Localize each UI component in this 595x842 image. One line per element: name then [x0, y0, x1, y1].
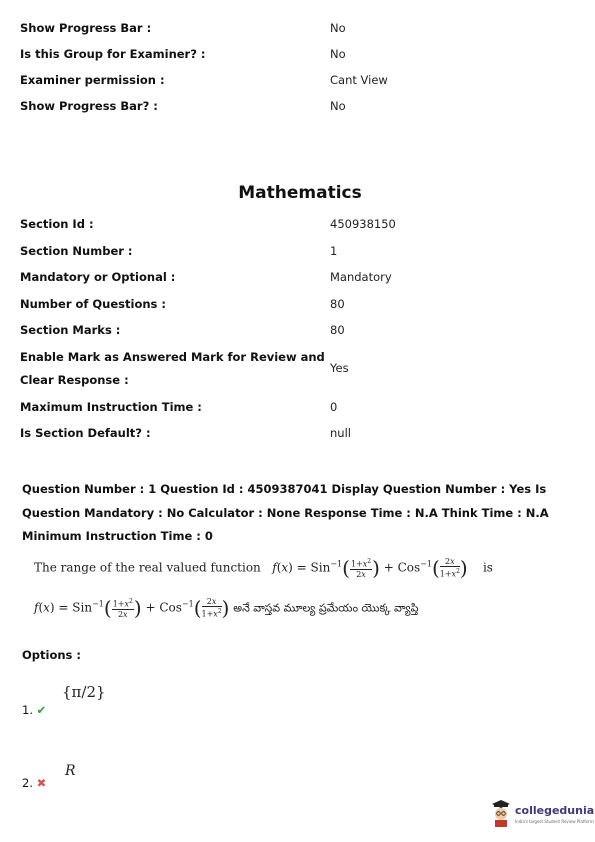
field-value: 450938150 [330, 217, 396, 231]
question-text-telugu: f(x) = Sin$^{-1}$( $\frac{1+x^2}{2x}$ ) + Cos$^{-1}$( $\frac{2x}{1+x^2}$ ) అనే వాస్తవ మూల్య ప్రమేయం యొక్క వ్యాప్తి [34, 596, 419, 620]
field-value: 80 [330, 297, 345, 311]
field-label: Mandatory or Optional : [20, 270, 176, 284]
option-number: 2. [22, 776, 33, 790]
brand-tagline: India's largest Student Review Platform [515, 819, 594, 824]
field-label: Show Progress Bar? : [20, 99, 158, 113]
field-value: 0 [330, 400, 338, 414]
collegedunia-logo [490, 798, 595, 832]
option-2-text: R [65, 763, 76, 779]
field-label: Maximum Instruction Time : [20, 400, 202, 414]
option-1 [22, 703, 46, 717]
field-value: 80 [330, 323, 345, 337]
field-label: Section Marks : [20, 323, 121, 337]
option-2 [22, 776, 46, 790]
field-value: Yes [330, 361, 349, 375]
option-number: 1. [22, 703, 33, 717]
check-icon: ✔ [36, 703, 47, 717]
field-value: No [330, 99, 346, 113]
field-label: Section Number : [20, 244, 133, 258]
question-text-english: The range of the real valued function f(x) = Sin$^{-1}$( $\frac{1+x^2}{2x}$ ) + Cos$^{-1}$( $\frac{2x}{1+x^2}$ ) is [34, 556, 493, 580]
field-value: No [330, 47, 346, 61]
field-label: Is Section Default? : [20, 426, 151, 440]
question-meta: Question Number : 1 Question Id : 4509387041 Display Question Number : Yes Is Question Mandatory : No Calculator : None Response Time : N.A Think Time : N.A Minimum Instruction Time : 0 [22, 482, 549, 543]
field-label: Examiner permission : [20, 73, 165, 87]
field-value: null [330, 426, 351, 440]
cross-icon: ✖ [36, 776, 47, 790]
field-label: Show Progress Bar : [20, 21, 152, 35]
field-label: Section Id : [20, 217, 94, 231]
field-value: No [330, 21, 346, 35]
options-label: Options : [22, 648, 81, 662]
field-value: 1 [330, 244, 338, 258]
telugu-text: అనే వాస్తవ మూల్య ప్రమేయం యొక్క వ్యాప్తి [233, 601, 419, 615]
question-prefix: The range of the real valued function [34, 560, 261, 575]
section-title: Mathematics [238, 183, 362, 203]
option-text: {π/2} [62, 683, 106, 701]
field-label-line2: Clear Response : [20, 373, 129, 387]
brand-name: collegedunia [515, 804, 595, 817]
field-label-line1: Enable Mark as Answered Mark for Review and [20, 350, 325, 364]
field-value: Cant View [330, 73, 388, 87]
question-suffix: is [482, 560, 493, 575]
field-label: Number of Questions : [20, 297, 166, 311]
mascot-icon [490, 800, 512, 828]
field-label: Is this Group for Examiner? : [20, 47, 206, 61]
field-value: Mandatory [330, 270, 392, 284]
option-1-text [62, 683, 106, 701]
